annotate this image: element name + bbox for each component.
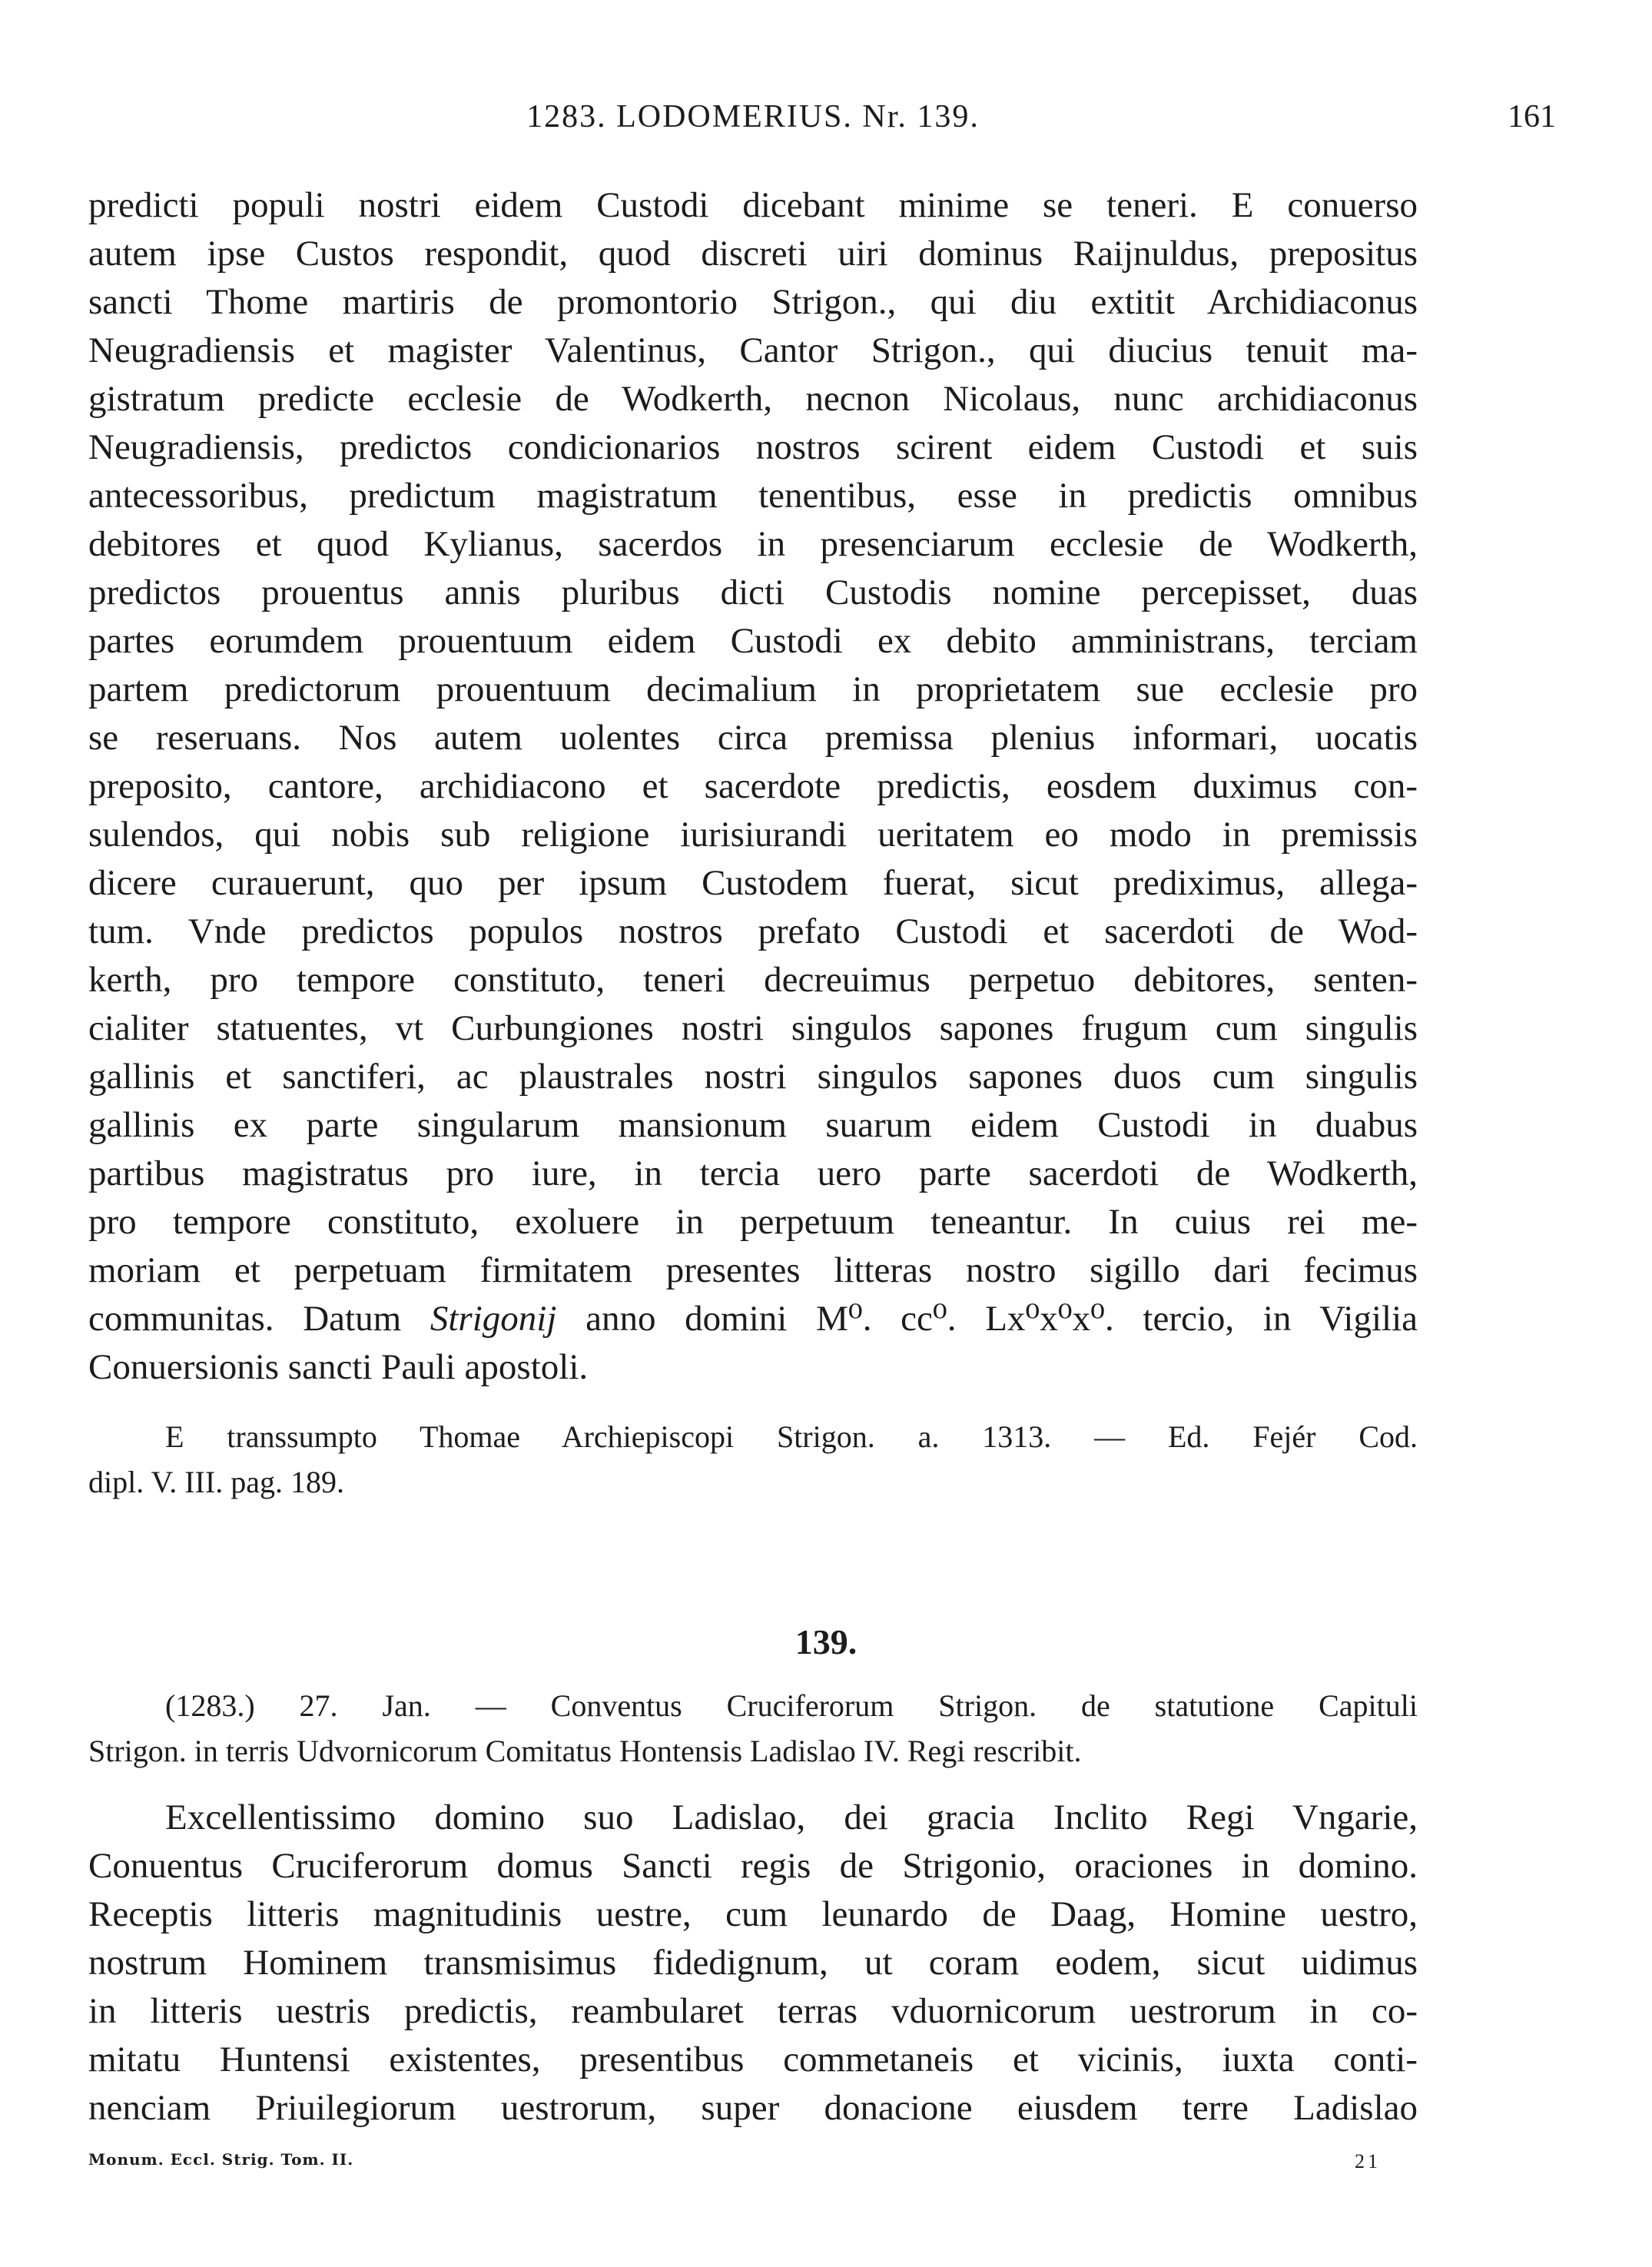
text-line: moriam et perpetuam firmitatem presentes litteras nostro sigillo dari fecimus [88, 1250, 1418, 1290]
text-line: gallinis et sanctiferi, ac plaustrales nostri singulos sapones duos cum singulis [88, 1057, 1418, 1097]
text-line: nostrum Hominem transmisimus fidedignum, ut coram eodem, sicut uidimus [88, 1943, 1418, 1983]
charter-text [88, 1794, 1418, 2133]
page-number: 161 [1508, 99, 1556, 134]
sheet-number: 21 [1355, 2150, 1381, 2172]
text-line: mitatu Huntensi existentes, presentibus commetaneis et vicinis, iuxta conti- [88, 2040, 1418, 2079]
charter-text-continued [88, 181, 1418, 1392]
text-line: partem predictorum prouentuum decimalium in proprietatem sue ecclesie pro [88, 669, 1418, 709]
page-footer [88, 2150, 1418, 2181]
text-line: predicti populi nostri eidem Custodi dicebant minime se teneri. E conuerso [88, 185, 1418, 225]
text-line: autem ipse Custos respondit, quod discreti uiri dominus Raijnuldus, prepositus [88, 234, 1418, 274]
text-line: cialiter statuentes, vt Curbungiones nostri singulos sapones frugum cum singulis [88, 1008, 1418, 1048]
signature-mark: Monum. Eccl. Strig. Tom. II. [88, 2150, 354, 2169]
place-name: Strigonij [430, 1299, 557, 1339]
text-line: dicere curauerunt, quo per ipsum Custodem fuerat, sicut prediximus, allega- [88, 863, 1418, 903]
text-line: preposito, cantore, archidiacono et sacerdote predictis, eosdem duximus con- [88, 766, 1418, 806]
text-line: Excellentissimo domino suo Ladislao, dei gracia Inclito Regi Vngarie, [165, 1797, 1418, 1837]
text-line: Receptis litteris magnitudinis uestre, cum leunardo de Daag, Homine uestro, [88, 1894, 1418, 1934]
text-line: in litteris uestris predictis, reambularet terras vduornicorum uestrorum in co- [88, 1991, 1418, 2031]
source-note [88, 1414, 1418, 1505]
text-line: partes eorumdem prouentuum eidem Custodi ex debito amministrans, terciam [88, 621, 1418, 661]
document-number: 139. [794, 1622, 858, 1661]
text-line: debitores et quod Kylianus, sacerdos in presenciarum ecclesie de Wodkerth, [88, 524, 1418, 564]
text-line: Conuentus Cruciferorum domus Sancti regis de Strigonio, oraciones in domino. [88, 1846, 1418, 1886]
dating-text: communitas. Datum [88, 1299, 402, 1339]
text-line: Neugradiensis, predictos condicionarios nostros scirent eidem Custodi et suis [88, 427, 1418, 467]
regest-line: Strigon. in terris Udvornicorum Comitatus Hontensis Ladislao IV. Regi rescribit. [88, 1734, 1082, 1768]
running-title: 1283. LODOMERIUS. Nr. 139. [526, 99, 980, 134]
text-line: gallinis ex parte singularum mansionum suarum eidem Custodi in duabus [88, 1105, 1418, 1145]
text-line: Conuersionis sancti Pauli apostoli. [88, 1347, 589, 1387]
text-line: predictos prouentus annis pluribus dicti Custodis nomine percepisset, duas [88, 573, 1418, 612]
note-line: E transsumpto Thomae Archiepiscopi Strigon. a. 1313. — Ed. Fejér Cod. [165, 1419, 1418, 1454]
text-line: pro tempore constituto, exoluere in perpetuum teneantur. In cuius rei me- [88, 1202, 1418, 1242]
text-line: sancti Thome martiris de promontorio Strigon., qui diu extitit Archidiaconus [88, 282, 1418, 322]
text-line: Neugradiensis et magister Valentinus, Cantor Strigon., qui diucius tenuit ma- [88, 330, 1418, 370]
text-line: gistratum predicte ecclesie de Wodkerth, necnon Nicolaus, nunc archidiaconus [88, 379, 1418, 419]
dating-text: anno domini M⁰. cc⁰. Lx⁰x⁰x⁰. tercio, in Vigilia [585, 1299, 1418, 1339]
note-line: dipl. V. III. pag. 189. [88, 1465, 344, 1499]
regest-line: (1283.) 27. Jan. — Conventus Cruciferorum Strigon. de statutione Capituli [165, 1688, 1418, 1723]
text-line: nenciam Priuilegiorum uestrorum, super donacione eiusdem terre Ladislao [88, 2088, 1418, 2128]
text-line: sulendos, qui nobis sub religione iurisiurandi ueritatem eo modo in premissis [88, 815, 1418, 855]
text-line: antecessoribus, predictum magistratum tenentibus, esse in predictis omnibus [88, 476, 1418, 516]
text-line: tum. Vnde predictos populos nostros prefato Custodi et sacerdoti de Wod- [88, 911, 1418, 951]
text-line: kerth, pro tempore constituto, teneri decreuimus perpetuo debitores, senten- [88, 960, 1418, 1000]
running-head [88, 98, 1556, 144]
regest [88, 1683, 1418, 1774]
text-line: se reseruans. Nos autem uolentes circa premissa plenius informari, uocatis [88, 718, 1418, 758]
dating-line [88, 1295, 1418, 1343]
text-line: partibus magistratus pro iure, in tercia uero parte sacerdoti de Wodkerth, [88, 1153, 1418, 1193]
